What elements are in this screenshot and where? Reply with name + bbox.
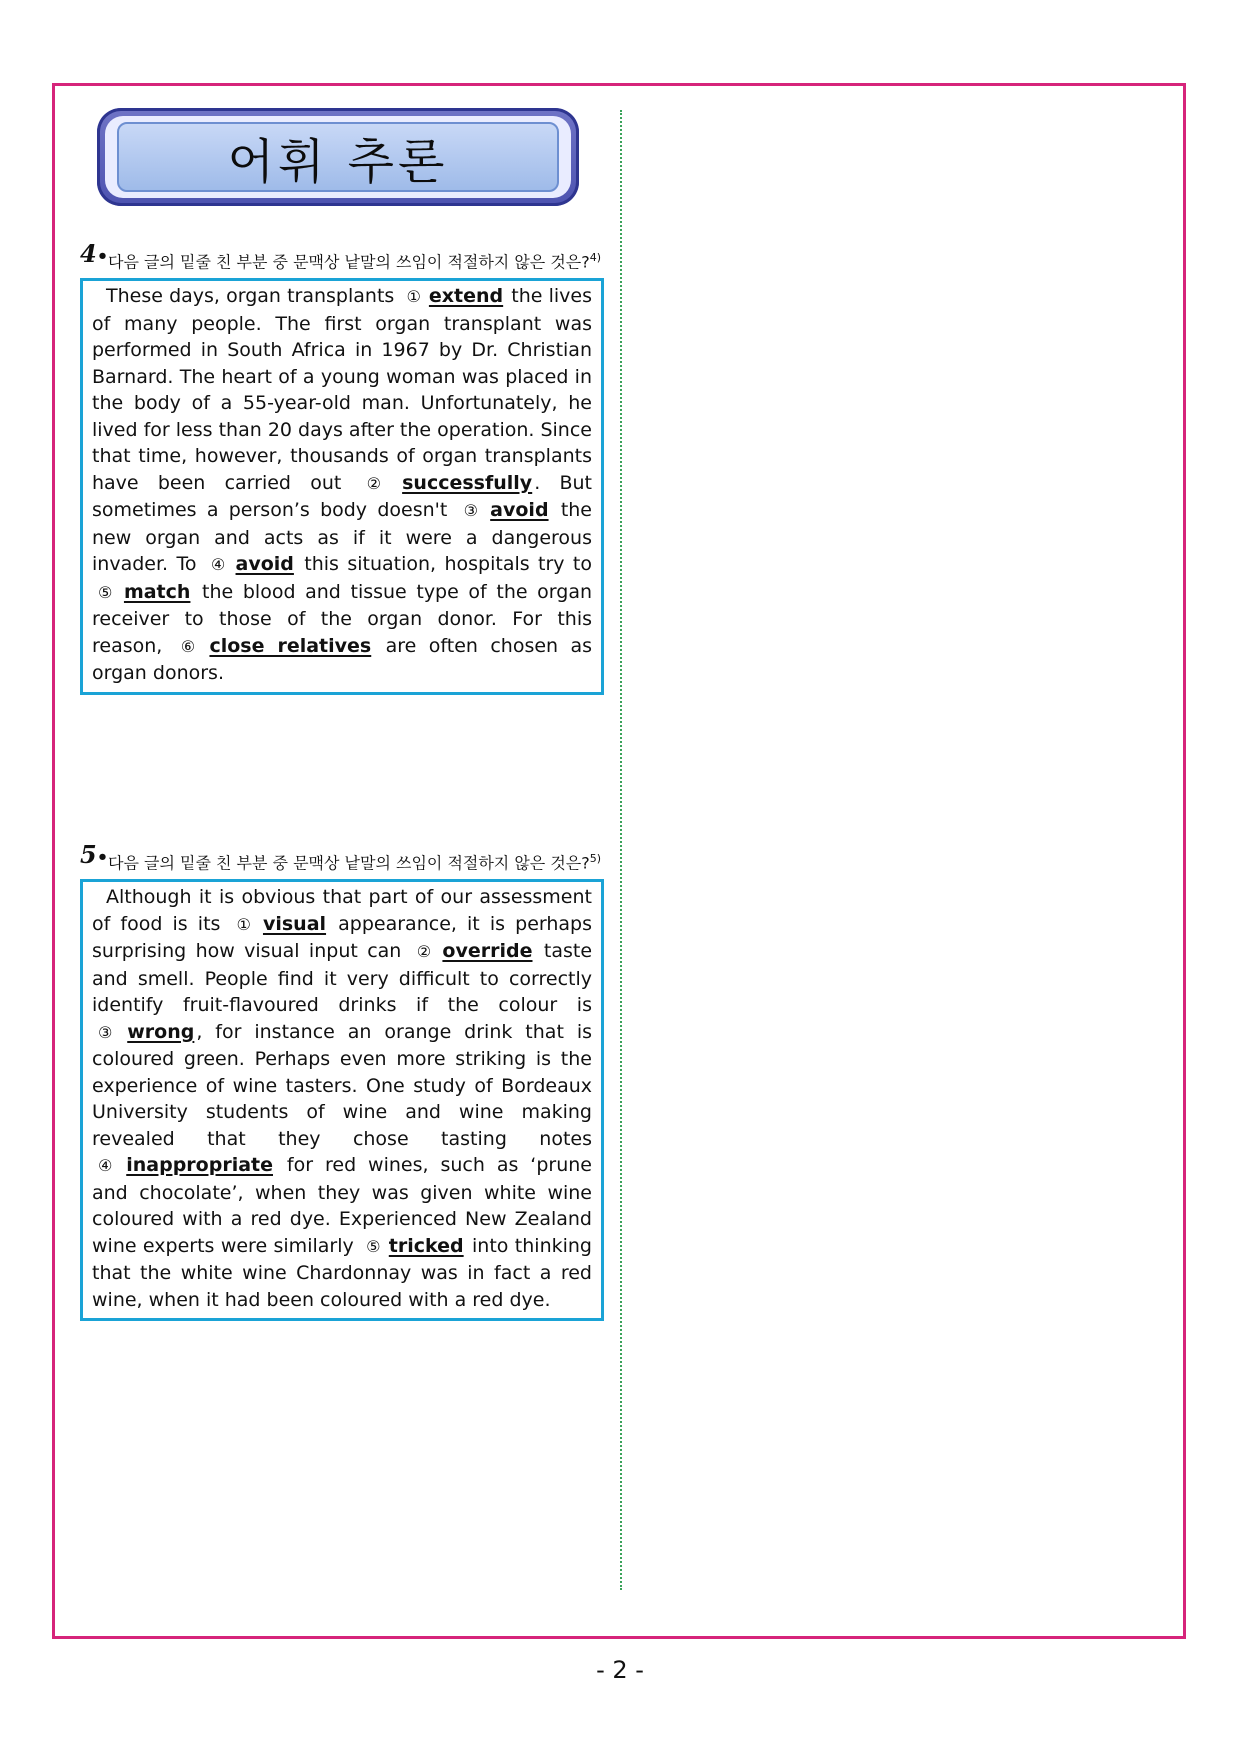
passage-text: , for instance an orange drink that is coloured green. Perhaps even more striking is the experience of wine tasters. One study of Bordeaux University students of wine and wine making revealed that they chose tasting notes: [92, 1020, 592, 1150]
choice-number: ②: [366, 473, 395, 493]
passage-text: the blood and tissue type of the organ receiver to those of the organ donor. For this reason,: [92, 580, 593, 657]
underlined-word: inappropriate: [126, 1154, 273, 1177]
column-divider: [620, 110, 622, 1590]
underlined-word: avoid: [235, 553, 294, 576]
section-title: 어휘 추론: [227, 133, 449, 190]
passage-text: appearance, it is perhaps surprising how visual input can: [92, 912, 593, 963]
passage-text: the lives of many people. The first organ transplant was performed in South Africa in 1967 by Dr. Christian Barnard. The heart of a young woman was placed in the body of a 55-year-old man. Unfortunately, he lived for less than 20 days after the operation. Since that time, however, thousands of organ transplants have been carried out: [92, 285, 593, 494]
underlined-word: extend: [428, 285, 504, 308]
question-header: [80, 239, 604, 272]
footnote-marker: 4): [589, 251, 602, 264]
choice-number: ④: [98, 1156, 119, 1176]
underlined-word: override: [442, 940, 533, 963]
underlined-word: tricked: [388, 1234, 464, 1257]
passage-text: These days, organ transplants: [106, 285, 401, 308]
passage-text: into thinking that the white wine Chardonnay was in fact a red wine, when it had been coloured with a red dye.: [92, 1234, 592, 1311]
underlined-word: successfully: [402, 471, 533, 494]
choice-number: ⑤: [98, 582, 116, 602]
passage-text: taste and smell. People find it very difficult to correctly identify fruit-flavoured drinks if the colour is: [92, 940, 593, 1017]
question-5: [80, 840, 604, 1321]
choice-number: ⑤: [366, 1236, 381, 1256]
footnote-marker: 5): [589, 852, 602, 865]
choice-number: ②: [416, 942, 435, 962]
passage-text: the new organ and acts as if it were a dangerous invader. To: [92, 499, 592, 576]
underlined-word: match: [123, 580, 191, 603]
choice-number: ⑥: [180, 636, 202, 656]
choice-number: ③: [98, 1022, 120, 1042]
underlined-word: avoid: [490, 499, 549, 522]
choice-number: ①: [236, 914, 255, 934]
passage-text: are often chosen as organ donors.: [92, 634, 593, 685]
passage-text: for red wines, such as ‘prune and chocolate’, when they was given white wine coloured with a red dye. Experienced New Zealand wine experts were similarly: [92, 1154, 592, 1257]
question-header: [80, 840, 604, 873]
choice-number: ④: [210, 555, 228, 575]
question-4: [80, 239, 604, 695]
section-title-banner: [97, 108, 579, 206]
choice-number: ③: [463, 501, 483, 521]
passage-text: Although it is obvious that part of our assessment of food is its: [92, 886, 592, 935]
question-prompt: 다음 글의 밑줄 친 부분 중 문맥상 낱말의 쓰임이 적절하지 않은 것은?: [108, 252, 590, 272]
underlined-word: wrong: [127, 1020, 195, 1043]
question-number: 5•: [80, 840, 109, 869]
passage-text: . But sometimes a person’s body doesn't: [92, 471, 593, 522]
underlined-word: visual: [262, 912, 327, 935]
passage-box: [80, 879, 604, 1321]
page-number: - 2 -: [596, 1656, 644, 1684]
choice-number: ①: [406, 287, 421, 307]
question-prompt: 다음 글의 밑줄 친 부분 중 문맥상 낱말의 쓰임이 적절하지 않은 것은?: [108, 853, 590, 873]
title-banner-inner: [117, 122, 559, 192]
passage-box: [80, 278, 604, 695]
passage-text: this situation, hospitals try to: [295, 553, 592, 576]
underlined-word: close relatives: [209, 634, 372, 657]
question-number: 4•: [80, 239, 109, 268]
